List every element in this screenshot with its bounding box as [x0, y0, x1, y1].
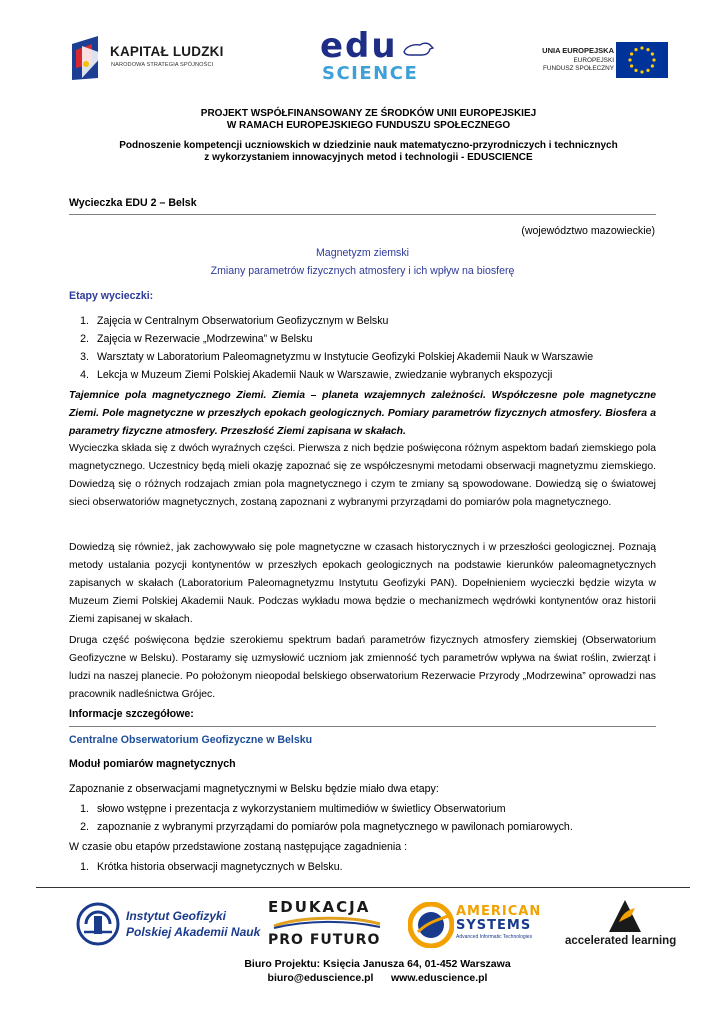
module-heading: Moduł pomiarów magnetycznych: [69, 758, 236, 770]
eduscience-logo-top: edu: [320, 26, 398, 66]
footer-contact: biuro@eduscience.pl www.eduscience.pl: [267, 972, 488, 984]
list-item-text: Warsztaty w Laboratorium Paleomagnetyzmu w Instytucie Geofizyki Polskiej Akademii Nauk w Warszawie: [97, 351, 594, 363]
project-line-2: W RAMACH EUROPEJSKIEGO FUNDUSZU SPOŁECZNEGO: [226, 120, 511, 131]
trip-title: Wycieczka EDU 2 – Belsk: [69, 197, 197, 209]
igf-line-2: Polskiej Akademii Nauk: [126, 925, 261, 939]
kapital-ludzki-emblem-icon: [70, 34, 106, 82]
igf-pan-logo: [76, 902, 261, 946]
list-item-text: Lekcja w Muzeum Ziemi Polskiej Akademii Nauk w Warszawie, zwiedzanie wybranych ekspozycji: [97, 369, 553, 381]
footer-divider: [36, 887, 690, 888]
project-line-1: PROJEKT WSPÓŁFINANSOWANY ZE ŚRODKÓW UNII EUROPEJSKIEJ: [200, 108, 537, 119]
list-item-text: Zajęcia w Centralnym Obserwatorium Geofizycznym w Belsku: [97, 315, 389, 327]
eduscience-logo: [316, 26, 436, 84]
list-item-number: 2.: [80, 821, 89, 833]
list-item-text: słowo wstępne i prezentacja z wykorzystaniem multimediów w świetlicy Obserwatorium: [97, 803, 506, 815]
edukacja-bottom: PRO FUTURO: [268, 932, 381, 948]
accelerated-text: accelerated learning: [565, 935, 677, 947]
list-item-number: 2.: [80, 333, 89, 345]
igf-line-1: Instytut Geofizyki: [126, 909, 227, 923]
eu-logo: [510, 42, 670, 82]
title-divider: [69, 214, 656, 215]
edukacja-pro-futuro-logo: [262, 898, 392, 950]
polar-bear-icon: [402, 40, 434, 58]
edukacja-top: EDUKACJA: [268, 898, 371, 916]
eu-flag-icon: [616, 42, 668, 78]
region-label: (województwo mazowieckie): [521, 225, 655, 237]
kapital-ludzki-subtitle: NARODOWA STRATEGIA SPÓJNOŚCI: [111, 62, 214, 68]
list-item: [69, 330, 669, 348]
module-intro: Zapoznanie z obserwacjami magnetycznymi w Belsku będzie miało dwa etapy:: [69, 783, 439, 795]
list-item: [69, 312, 669, 330]
accelerated-learning-logo: [565, 898, 690, 950]
topic-subtitle: Zmiany parametrów fizycznych atmosfery i ich wpływ na biosferę: [210, 265, 515, 277]
issues-list: [69, 858, 669, 876]
list-item-number: 4.: [80, 369, 89, 381]
american-mid: SYSTEMS: [456, 918, 532, 933]
issues-intro: W czasie obu etapów przedstawione zostaną następujące zagadnienia :: [69, 841, 408, 853]
eu-title: UNIA EUROPEJSKA: [542, 46, 614, 55]
observatory-heading: Centralne Obserwatorium Geofizyczne w Belsku: [69, 734, 313, 746]
list-item-text: zapoznanie z wybranymi przyrządami do pomiarów pola magnetycznego w pawilonach pomiarowych.: [97, 821, 573, 833]
kapital-ludzki-logo: [70, 34, 230, 82]
stages-list: [69, 312, 669, 384]
list-item: [69, 348, 669, 366]
list-item-number: 1.: [80, 861, 89, 873]
list-item-text: Krótka historia obserwacji magnetycznych w Belsku.: [97, 861, 343, 873]
details-heading: Informacje szczegółowe:: [69, 708, 194, 720]
project-subtitle-2: z wykorzystaniem innowacyjnych metod i technologii - EDUSCIENCE: [204, 152, 533, 163]
american-systems-logo: [408, 900, 558, 950]
eu-subtitle-1: EUROPEJSKI: [573, 57, 614, 64]
stages-heading: Etapy wycieczki:: [69, 290, 154, 302]
eu-subtitle-2: FUNDUSZ SPOŁECZNY: [542, 65, 614, 72]
footer-address: Biuro Projektu: Księcia Janusza 64, 01-452 Warszawa: [244, 958, 511, 970]
accelerated-learning-emblem-icon: [607, 898, 643, 934]
swoosh-icon: [272, 916, 382, 930]
list-item-number: 3.: [80, 351, 89, 363]
intro-paragraph: Tajemnice pola magnetycznego Ziemi. Ziemia – planeta wzajemnych zależności. Współczesne pole magnetyczne Ziemi. Pole magnetyczne w przeszłych epokach geologicznych. Pomiary parametrów fizycznych atmosfery. Biosfera a parametry fizyczne atmosfery. Przeszłość Ziemi zapisana w skałach.: [69, 390, 656, 438]
project-subtitle-1: Podnoszenie kompetencji uczniowskich w dziedzinie nauk matematyczno-przyrodniczych i technicznych: [119, 140, 618, 151]
topic-title: Magnetyzm ziemski: [315, 247, 409, 259]
list-item-number: 1.: [80, 803, 89, 815]
kapital-ludzki-title: KAPITAŁ LUDZKI: [110, 44, 224, 59]
list-item-text: Zajęcia w Rezerwacie „Modrzewina” w Belsku: [97, 333, 313, 345]
paragraph-2: Dowiedzą się również, jak zachowywało się pole magnetyczne w czasach historycznych i w przeszłości geologicznej. Poznają metody ustalania pozycji kontynentów w przeszłych epokach geologicznych na podstawie kierunków paleomagnetycznych zapisanych w skałach (Laboratorium Paleomagnetyzmu Instytutu Geofizyki PAN). Dopełnieniem wycieczki będzie wizyta w Muzeum Ziemi Polskiej Akademii Nauk. Podczas wykładu mowa będzie o mechanizmech wędrówki kontynentów oraz historii Ziemi zapisanej w skałach.: [69, 542, 656, 626]
american-top: AMERICAN: [456, 904, 542, 919]
list-item: [69, 366, 669, 384]
paragraph-1: Wycieczka składa się z dwóch wyraźnych części. Pierwsza z nich będzie poświęcona różnym aspektom badań ziemskiego pola magnetycznego. Uczestnicy będą mieli okazję zapoznać się ze współczesnymi metodami obserwacji magnetyzmu ziemskiego. Dowiedzą się o różnych rodzajach zmian pola magnetycznego i czym te zmiany są spowodowane. Dowiedzą się o światowej sieci obserwatoriów magnetycznych, zostaną zapoznani z wybranymi przyrządami do pomiarów pola magnetycznego.: [69, 443, 656, 509]
paragraph-3: Druga część poświęcona będzie szerokiemu spektrum badań parametrów fizycznych atmosfery ziemskiej (Obserwatorium Geofizyczne w Belsku). Postaramy się uzmysłowić uczniom jak zmienność tych parametrów wpływa na świat roślin, zwierząt i ludzi na naszej planecie. Po położonym nieopodal belskiego obserwatorium Rezerwacie Przyrody „Modrzewina” oprowadzi nas pracownik nadleśnictwa Grójec.: [69, 635, 656, 701]
list-item: [69, 800, 669, 818]
list-item-number: 1.: [80, 315, 89, 327]
details-divider: [69, 726, 656, 727]
list-item: [69, 818, 669, 836]
list-item: [69, 858, 669, 876]
american-sub: Advanced Informatic Technologies: [456, 934, 533, 940]
igf-emblem-icon: [76, 902, 120, 946]
module-steps-list: [69, 800, 669, 836]
eduscience-logo-bottom: SCIENCE: [322, 63, 419, 84]
american-systems-emblem-icon: [408, 902, 454, 948]
